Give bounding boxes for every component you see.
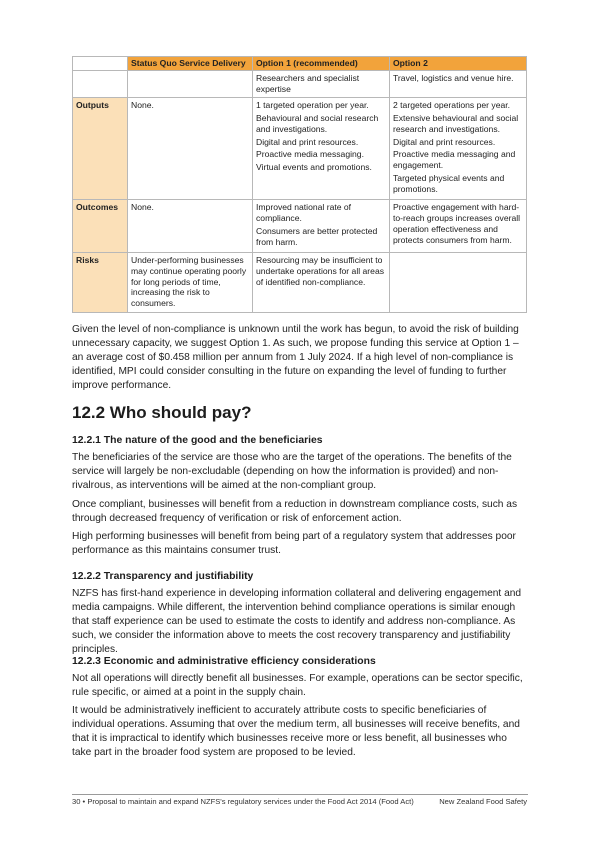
continuation-option-2: Travel, logistics and venue hire. <box>390 71 527 98</box>
section-heading: 12.2 Who should pay? <box>72 403 252 422</box>
intro-paragraph: Given the level of non-compliance is unknown until the work has begun, to avoid the risk of building unnecessary capacity, we suggest Option 1. As such, we propose funding this service at Option 1 – an average cost of $0.458 million per annum from 1 July 2024. If a high level of non-compliance is identified, MPI could consider consulting in the future on expanding the level of funding to further improve performance. <box>72 324 519 391</box>
outputs-option-2-item: Proactive media messaging and engagement. <box>393 149 516 171</box>
outputs-option-1-item: Behavioural and social research and investigations. <box>256 113 379 134</box>
table-row-outputs <box>73 98 527 200</box>
outputs-option-2-item: Digital and print resources. <box>393 136 496 147</box>
options-table <box>72 56 527 313</box>
outputs-option-2-item: Targeted physical events and promotions. <box>393 172 505 194</box>
table-row-outcomes <box>73 200 527 253</box>
nature-paragraph: High performing businesses will benefit from being part of a regulatory system that addresses poor performance as this maintains consumer trust. <box>72 531 516 556</box>
outputs-option-2 <box>390 98 527 200</box>
header-status-quo: Status Quo Service Delivery <box>128 57 253 71</box>
outputs-option-2-item: Extensive behavioural and social research and investigations. <box>393 113 519 134</box>
continuation-option-1: Researchers and specialist expertise <box>253 71 390 98</box>
risks-label: Risks <box>73 253 128 313</box>
nature-paragraph: Once compliant, businesses will benefit from a reduction in downstream compliance costs, such as through decreased frequency of verification or risk of enforcement action. <box>72 499 518 524</box>
outputs-option-1-item: 1 targeted operation per year. <box>256 100 369 111</box>
outputs-option-1-item: Virtual events and promotions. <box>256 162 372 173</box>
transparency-paragraph: NZFS has first-hand experience in developing information collateral and delivering engagement and media campaigns. While different, the intervention behind compliance operations is similar enough that staff experience can be used to estimate the costs to identify and address non-compliance. As such, we consider the information above to meets the cost recovery transparency and justifiability principles. <box>72 588 522 655</box>
subsection-heading-nature: 12.2.1 The nature of the good and the beneficiaries <box>72 435 323 446</box>
subsection-heading-efficiency: 12.2.3 Economic and administrative efficiency considerations <box>72 656 376 667</box>
header-option-1: Option 1 (recommended) <box>253 57 390 71</box>
outcomes-option-2 <box>390 200 527 253</box>
outcomes-option-2-item: Proactive engagement with hard-to-reach groups increases overall operation effectiveness and protects consumers from harm. <box>393 202 521 245</box>
efficiency-paragraph: It would be administratively inefficient to accurately attribute costs to specific beneficiaries of individual operations. Assuming that over the medium term, all businesses will receive benefits, and that it is impractical to identify which businesses receive more or less benefit, all businesses who take part in the broader food system are proposed to be levied. <box>72 705 520 758</box>
footer-divider <box>72 794 528 795</box>
risks-option-2 <box>390 253 527 313</box>
table-row-risks <box>73 253 527 313</box>
outcomes-option-1-item: Improved national rate of compliance. <box>256 202 352 224</box>
outputs-option-1 <box>253 98 390 200</box>
continuation-status-quo <box>128 71 253 98</box>
outcomes-option-1 <box>253 200 390 253</box>
outputs-option-1-item: Proactive media messaging. <box>256 149 364 160</box>
continuation-label <box>73 71 128 98</box>
outcomes-label: Outcomes <box>73 200 128 253</box>
header-empty <box>73 57 128 71</box>
outputs-option-1-item: Digital and print resources. <box>256 136 359 147</box>
outputs-status-quo: None. <box>128 98 253 200</box>
nature-paragraph: The beneficiaries of the service are those who are the target of the operations. The benefits of the service will largely be non-excludable (depending on how the information is provided) and non-rivalrous, as interventions will be aimed at the non-compliant group. <box>72 452 512 491</box>
outcomes-option-1-item: Consumers are better protected from harm. <box>256 225 378 247</box>
outputs-label: Outputs <box>73 98 128 200</box>
footer-organisation: New Zealand Food Safety <box>439 797 527 806</box>
outputs-option-2-item: 2 targeted operations per year. <box>393 100 511 111</box>
table-row-continuation <box>73 71 527 98</box>
outcomes-status-quo: None. <box>128 200 253 253</box>
table-header-row <box>73 57 527 71</box>
header-option-2: Option 2 <box>390 57 527 71</box>
subsection-heading-transparency: 12.2.2 Transparency and justifiability <box>72 571 254 582</box>
efficiency-paragraph: Not all operations will directly benefit all businesses. For example, operations can be sector specific, rule specific, or aimed at a point in the supply chain. <box>72 673 523 698</box>
risks-status-quo: Under-performing businesses may continue operating poorly for long periods of time, increasing the risk to consumers. <box>128 253 253 313</box>
risks-option-1: Resourcing may be insufficient to undertake operations for all areas of identified non-compliance. <box>253 253 390 313</box>
footer-document-title: 30 • Proposal to maintain and expand NZFS's regulatory services under the Food Act 2014 (Food Act) <box>72 797 414 806</box>
